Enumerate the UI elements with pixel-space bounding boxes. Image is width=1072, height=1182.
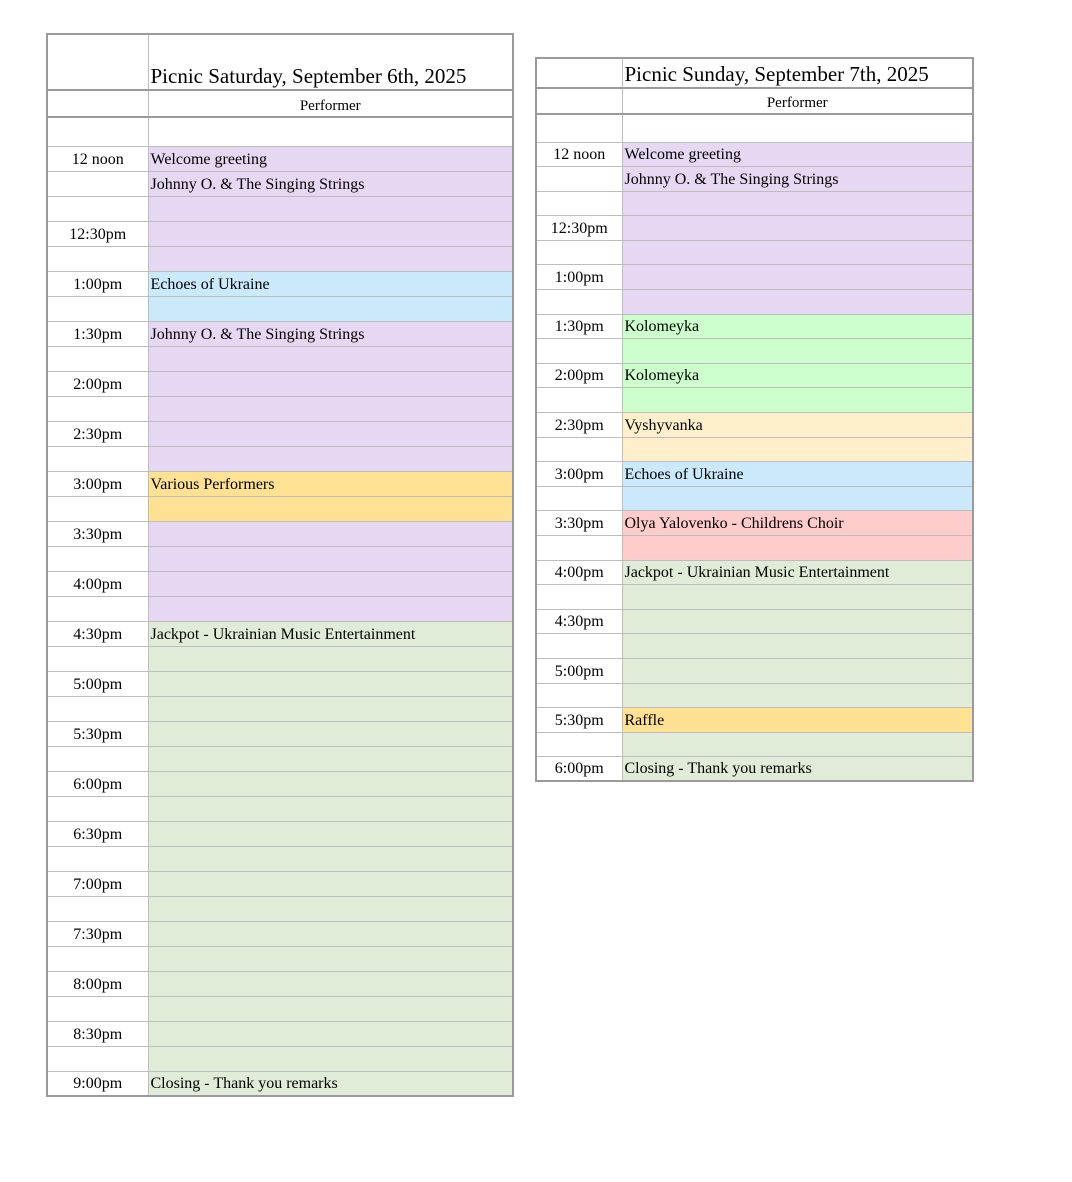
- saturday-schedule-row: [47, 896, 513, 921]
- sunday-time-cell: 6:00pm: [536, 757, 622, 782]
- sunday-time-cell: [536, 339, 622, 364]
- sunday-blank-row: [536, 114, 973, 142]
- saturday-time-cell: 1:00pm: [47, 271, 148, 296]
- saturday-schedule-row: [47, 1021, 513, 1046]
- saturday-time-cell: [47, 896, 148, 921]
- saturday-time-cell: [47, 1046, 148, 1071]
- saturday-performer-cell: [148, 421, 513, 446]
- sunday-schedule-row: [536, 363, 973, 388]
- sunday-time-cell: [536, 486, 622, 511]
- saturday-performer-cell: [148, 721, 513, 746]
- saturday-schedule-row: [47, 496, 513, 521]
- saturday-schedule-row: [47, 221, 513, 246]
- sunday-schedule-row: [536, 462, 973, 487]
- sunday-performer-cell: [622, 634, 973, 659]
- sunday-time-cell: [536, 191, 622, 216]
- sunday-performer-cell: Kolomeyka: [622, 363, 973, 388]
- sunday-schedule-row: [536, 167, 973, 192]
- saturday-time-cell: [47, 346, 148, 371]
- sunday-schedule-row: [536, 757, 973, 782]
- saturday-performer-cell: [148, 196, 513, 221]
- saturday-schedule-row: [47, 171, 513, 196]
- sunday-time-cell: [536, 732, 622, 757]
- sunday-schedule-row: [536, 683, 973, 708]
- sunday-schedule-row: [536, 437, 973, 462]
- sunday-performer-cell: [622, 216, 973, 241]
- sunday-header-row: [536, 88, 973, 114]
- sunday-time-cell: [536, 437, 622, 462]
- sunday-performer-cell: [622, 388, 973, 413]
- saturday-header-row: [47, 90, 513, 117]
- sunday-time-cell: 2:00pm: [536, 363, 622, 388]
- saturday-schedule-row: [47, 421, 513, 446]
- saturday-time-cell: [47, 596, 148, 621]
- saturday-schedule-row: [47, 271, 513, 296]
- saturday-time-cell: 1:30pm: [47, 321, 148, 346]
- saturday-performer-cell: [148, 446, 513, 471]
- saturday-performer-cell: [148, 946, 513, 971]
- saturday-time-cell: [47, 546, 148, 571]
- saturday-performer-cell: [148, 921, 513, 946]
- saturday-schedule-row: [47, 446, 513, 471]
- saturday-time-cell: 8:00pm: [47, 971, 148, 996]
- sunday-schedule-row: [536, 560, 973, 585]
- sunday-time-cell: [536, 585, 622, 610]
- saturday-schedule-row: [47, 921, 513, 946]
- sunday-performer-cell: Jackpot - Ukrainian Music Entertainment: [622, 560, 973, 585]
- sunday-schedule-row: [536, 413, 973, 438]
- sunday-schedule-row: [536, 609, 973, 634]
- saturday-performer-cell: [148, 221, 513, 246]
- saturday-performer-cell: [148, 546, 513, 571]
- saturday-schedule-row: [47, 746, 513, 771]
- sunday-performer-cell: [622, 437, 973, 462]
- sunday-time-cell: 3:00pm: [536, 462, 622, 487]
- saturday-time-cell: [47, 646, 148, 671]
- saturday-schedule-row: [47, 996, 513, 1021]
- saturday-time-cell: 9:00pm: [47, 1071, 148, 1096]
- saturday-time-cell: [47, 496, 148, 521]
- sunday-schedule-row: [536, 732, 973, 757]
- saturday-performer-cell: [148, 746, 513, 771]
- saturday-performer-cell: [148, 696, 513, 721]
- sunday-time-cell: 1:30pm: [536, 314, 622, 339]
- saturday-schedule-row: [47, 521, 513, 546]
- saturday-header-spacer: [47, 90, 148, 117]
- saturday-performer-cell: Jackpot - Ukrainian Music Entertainment: [148, 621, 513, 646]
- saturday-title: Picnic Saturday, September 6th, 2025: [148, 34, 513, 90]
- saturday-performer-cell: Echoes of Ukraine: [148, 271, 513, 296]
- saturday-time-cell: [47, 171, 148, 196]
- sunday-performer-cell: [622, 486, 973, 511]
- saturday-schedule-row: [47, 621, 513, 646]
- saturday-time-cell: 3:00pm: [47, 471, 148, 496]
- saturday-schedule-row: [47, 321, 513, 346]
- saturday-time-cell: [47, 746, 148, 771]
- sunday-schedule-row: [536, 265, 973, 290]
- sunday-schedule-row: [536, 142, 973, 167]
- saturday-performer-cell: Welcome greeting: [148, 146, 513, 171]
- saturday-performer-cell: Various Performers: [148, 471, 513, 496]
- saturday-time-cell: [47, 196, 148, 221]
- sunday-performer-cell: [622, 265, 973, 290]
- sunday-time-cell: [536, 683, 622, 708]
- saturday-performer-cell: Johnny O. & The Singing Strings: [148, 171, 513, 196]
- sunday-time-cell: 12 noon: [536, 142, 622, 167]
- sunday-schedule-row: [536, 191, 973, 216]
- sunday-time-cell: 4:30pm: [536, 609, 622, 634]
- saturday-time-cell: [47, 246, 148, 271]
- saturday-performer-cell: [148, 496, 513, 521]
- sunday-schedule-row: [536, 585, 973, 610]
- sunday-time-cell: [536, 634, 622, 659]
- sunday-performer-cell: Closing - Thank you remarks: [622, 757, 973, 782]
- saturday-title-spacer: [47, 34, 148, 90]
- sunday-performer-cell: Welcome greeting: [622, 142, 973, 167]
- saturday-schedule-row: [47, 696, 513, 721]
- saturday-schedule-row: [47, 596, 513, 621]
- saturday-performer-header: Performer: [148, 90, 513, 117]
- sunday-schedule-row: [536, 240, 973, 265]
- saturday-time-cell: [47, 296, 148, 321]
- sunday-performer-cell: [622, 609, 973, 634]
- saturday-schedule-row: [47, 1071, 513, 1096]
- sunday-schedule-row: [536, 339, 973, 364]
- saturday-schedule-row: [47, 646, 513, 671]
- sunday-performer-cell: [622, 290, 973, 315]
- saturday-performer-cell: [148, 646, 513, 671]
- saturday-time-cell: 12:30pm: [47, 221, 148, 246]
- sunday-performer-cell: [622, 732, 973, 757]
- saturday-schedule-row: [47, 796, 513, 821]
- sunday-performer-cell: [622, 658, 973, 683]
- sunday-performer-cell: Echoes of Ukraine: [622, 462, 973, 487]
- saturday-time-cell: [47, 996, 148, 1021]
- sunday-schedule-row: [536, 536, 973, 561]
- saturday-blank-time: [47, 117, 148, 146]
- sunday-performer-cell: [622, 585, 973, 610]
- saturday-performer-cell: [148, 996, 513, 1021]
- saturday-schedule-row: [47, 196, 513, 221]
- saturday-performer-cell: [148, 296, 513, 321]
- saturday-time-cell: 4:00pm: [47, 571, 148, 596]
- saturday-performer-cell: [148, 596, 513, 621]
- saturday-performer-cell: [148, 571, 513, 596]
- saturday-time-cell: [47, 446, 148, 471]
- saturday-schedule-row: [47, 296, 513, 321]
- saturday-performer-cell: [148, 821, 513, 846]
- sunday-time-cell: [536, 388, 622, 413]
- saturday-time-cell: [47, 946, 148, 971]
- saturday-time-cell: 6:00pm: [47, 771, 148, 796]
- saturday-time-cell: 12 noon: [47, 146, 148, 171]
- saturday-schedule-row: [47, 471, 513, 496]
- sunday-header-spacer: [536, 88, 622, 114]
- sunday-time-cell: [536, 536, 622, 561]
- sunday-schedule-row: [536, 708, 973, 733]
- saturday-time-cell: 8:30pm: [47, 1021, 148, 1046]
- sunday-schedule-row: [536, 290, 973, 315]
- saturday-schedule-row: [47, 371, 513, 396]
- saturday-time-cell: 2:00pm: [47, 371, 148, 396]
- sunday-time-cell: [536, 290, 622, 315]
- sunday-title-row: [536, 58, 973, 88]
- sunday-time-cell: 1:00pm: [536, 265, 622, 290]
- saturday-performer-cell: [148, 246, 513, 271]
- sunday-time-cell: 5:00pm: [536, 658, 622, 683]
- sunday-title: Picnic Sunday, September 7th, 2025: [622, 58, 973, 88]
- saturday-time-cell: 3:30pm: [47, 521, 148, 546]
- sunday-schedule-row: [536, 216, 973, 241]
- sunday-performer-cell: [622, 683, 973, 708]
- saturday-time-cell: [47, 696, 148, 721]
- sunday-time-cell: 5:30pm: [536, 708, 622, 733]
- saturday-time-cell: 2:30pm: [47, 421, 148, 446]
- saturday-time-cell: 4:30pm: [47, 621, 148, 646]
- sunday-time-cell: [536, 167, 622, 192]
- sunday-performer-cell: [622, 536, 973, 561]
- sunday-schedule-row: [536, 658, 973, 683]
- saturday-time-cell: [47, 396, 148, 421]
- sunday-blank-time: [536, 114, 622, 142]
- sunday-performer-cell: Vyshyvanka: [622, 413, 973, 438]
- saturday-performer-cell: [148, 671, 513, 696]
- saturday-time-cell: 5:00pm: [47, 671, 148, 696]
- saturday-time-cell: 7:30pm: [47, 921, 148, 946]
- sunday-time-cell: 2:30pm: [536, 413, 622, 438]
- saturday-performer-cell: [148, 1021, 513, 1046]
- saturday-performer-cell: [148, 971, 513, 996]
- saturday-performer-cell: [148, 1046, 513, 1071]
- saturday-schedule-row: [47, 946, 513, 971]
- saturday-performer-cell: [148, 846, 513, 871]
- sunday-performer-cell: [622, 240, 973, 265]
- saturday-schedule-row: [47, 571, 513, 596]
- saturday-schedule-table: [46, 33, 514, 1097]
- saturday-blank-row: [47, 117, 513, 146]
- sunday-schedule-row: [536, 486, 973, 511]
- saturday-title-row: [47, 34, 513, 90]
- saturday-blank-performer: [148, 117, 513, 146]
- sunday-schedule-row: [536, 511, 973, 536]
- saturday-performer-cell: [148, 796, 513, 821]
- saturday-schedule-row: [47, 396, 513, 421]
- saturday-performer-cell: [148, 896, 513, 921]
- sunday-time-cell: 12:30pm: [536, 216, 622, 241]
- sunday-performer-header: Performer: [622, 88, 973, 114]
- saturday-time-cell: [47, 796, 148, 821]
- saturday-schedule-row: [47, 821, 513, 846]
- saturday-performer-cell: [148, 521, 513, 546]
- sunday-time-cell: 3:30pm: [536, 511, 622, 536]
- saturday-time-cell: 5:30pm: [47, 721, 148, 746]
- saturday-schedule-row: [47, 346, 513, 371]
- sunday-schedule-row: [536, 634, 973, 659]
- saturday-schedule-row: [47, 871, 513, 896]
- sunday-performer-cell: Johnny O. & The Singing Strings: [622, 167, 973, 192]
- saturday-performer-cell: Johnny O. & The Singing Strings: [148, 321, 513, 346]
- saturday-performer-cell: [148, 771, 513, 796]
- sunday-time-cell: 4:00pm: [536, 560, 622, 585]
- saturday-schedule-row: [47, 146, 513, 171]
- saturday-schedule-row: [47, 846, 513, 871]
- saturday-performer-cell: [148, 371, 513, 396]
- saturday-schedule-row: [47, 721, 513, 746]
- saturday-time-cell: [47, 846, 148, 871]
- sunday-performer-cell: [622, 339, 973, 364]
- sunday-schedule-row: [536, 388, 973, 413]
- sunday-schedule-row: [536, 314, 973, 339]
- sunday-performer-cell: [622, 191, 973, 216]
- saturday-schedule-row: [47, 1046, 513, 1071]
- saturday-schedule-row: [47, 546, 513, 571]
- sunday-performer-cell: Olya Yalovenko - Childrens Choir: [622, 511, 973, 536]
- saturday-schedule-row: [47, 771, 513, 796]
- saturday-performer-cell: [148, 871, 513, 896]
- saturday-performer-cell: [148, 396, 513, 421]
- saturday-performer-cell: [148, 346, 513, 371]
- saturday-time-cell: 7:00pm: [47, 871, 148, 896]
- sunday-blank-performer: [622, 114, 973, 142]
- saturday-schedule-row: [47, 671, 513, 696]
- saturday-performer-cell: Closing - Thank you remarks: [148, 1071, 513, 1096]
- saturday-schedule-row: [47, 971, 513, 996]
- sunday-performer-cell: Raffle: [622, 708, 973, 733]
- sunday-title-spacer: [536, 58, 622, 88]
- sunday-time-cell: [536, 240, 622, 265]
- sunday-schedule-table: [535, 57, 974, 782]
- saturday-time-cell: 6:30pm: [47, 821, 148, 846]
- sunday-performer-cell: Kolomeyka: [622, 314, 973, 339]
- saturday-schedule-row: [47, 246, 513, 271]
